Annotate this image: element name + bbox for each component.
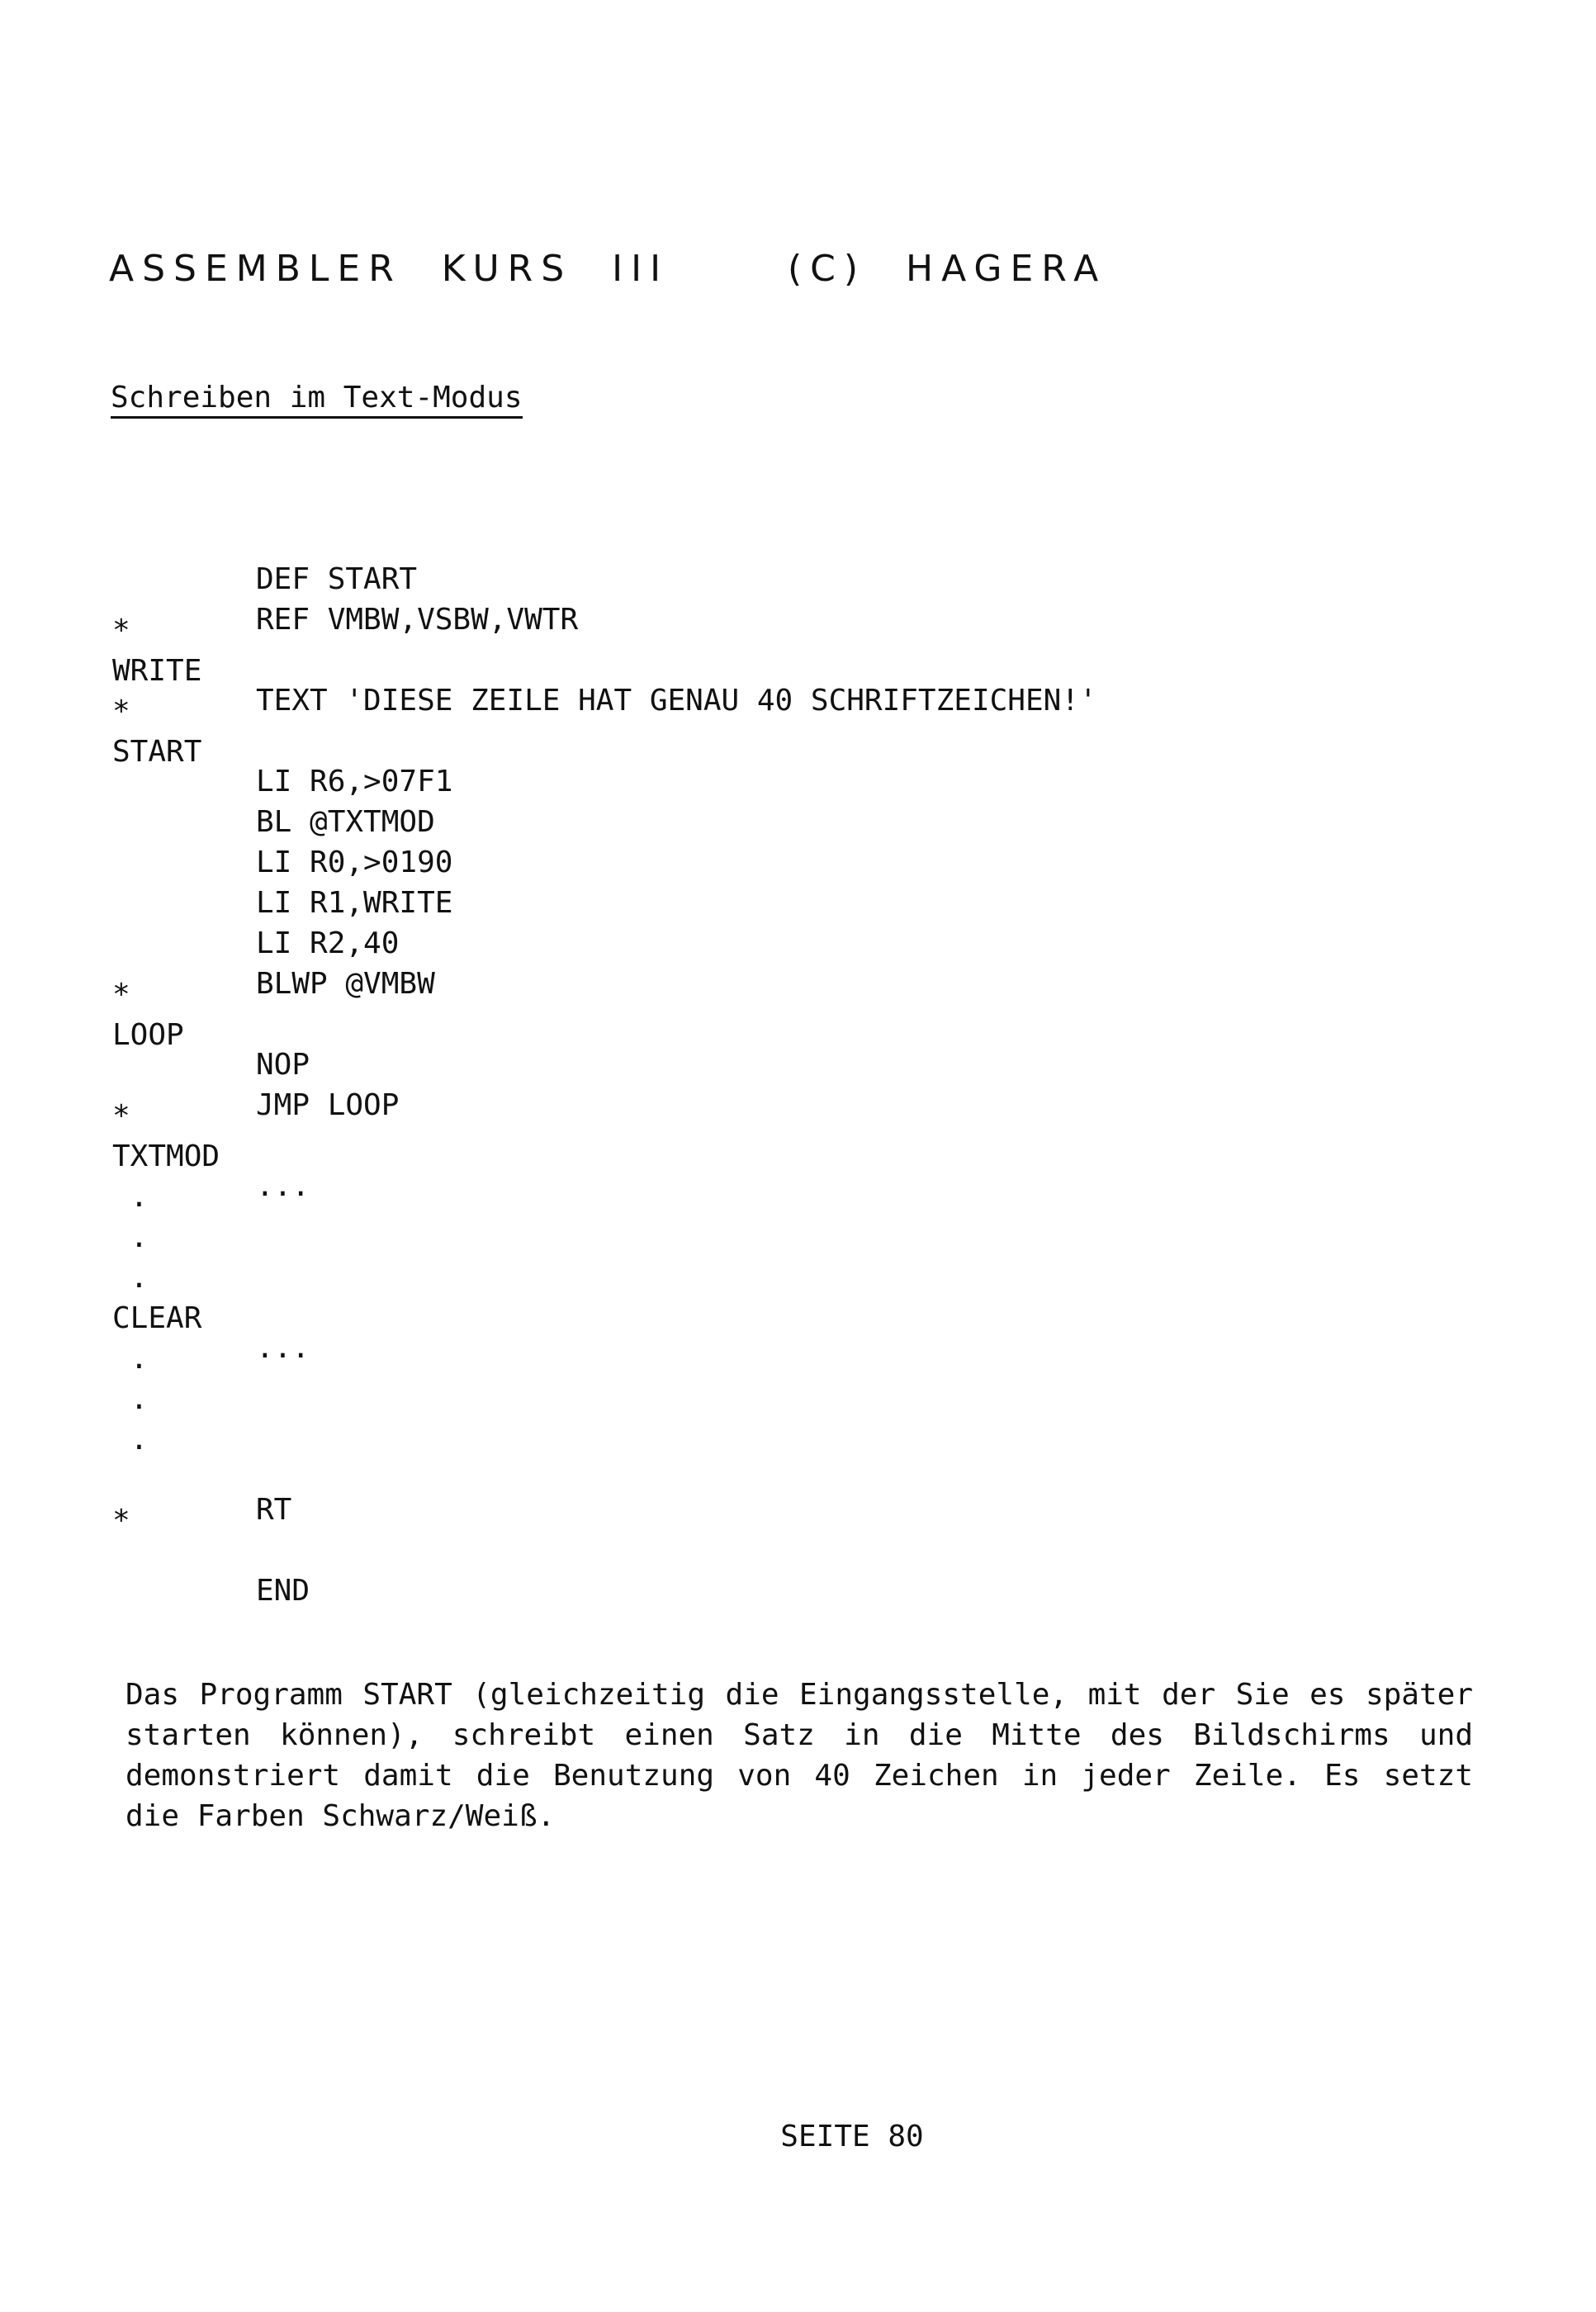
code-instruction: LI R2,40 [256, 926, 400, 960]
page-number: SEITE 80 [780, 2120, 924, 2153]
code-instruction: LI R0,>0190 [256, 846, 453, 879]
code-instruction: REF VMBW,VSBW,VWTR [256, 603, 579, 637]
code-instruction: LI R1,WRITE [256, 886, 453, 920]
code-label: LOOP [112, 1018, 184, 1052]
code-instruction: ... [256, 1169, 310, 1203]
code-label: . [112, 1220, 149, 1254]
code-label: . [112, 1342, 149, 1376]
code-instruction: END [256, 1574, 310, 1608]
code-instruction: LI R6,>07F1 [256, 765, 453, 798]
code-label: START [112, 735, 202, 769]
code-instruction: BL @TXTMOD [256, 805, 435, 839]
code-instruction: TEXT 'DIESE ZEILE HAT GENAU 40 SCHRIFTZEICHEN!' [256, 684, 1097, 718]
code-label: . [112, 1423, 149, 1457]
code-instruction: NOP [256, 1048, 310, 1082]
code-label: * [112, 694, 130, 728]
body-paragraph: Das Programm START (gleichzeitig die Eingangsstelle, mit der Sie es später starten können), schreibt einen Satz in die Mitte des Bildschirms und demonstriert damit die Benutzung von 40 Zeichen in jeder Zeile. Es setzt die Farben Schwarz/Weiß. [126, 1678, 1473, 1833]
code-label: . [112, 1382, 149, 1416]
code-instruction: DEF START [256, 562, 418, 596]
code-label: * [112, 1504, 130, 1537]
code-label: . [112, 1261, 149, 1295]
code-line [0, 1517, 310, 1636]
code-label: WRITE [112, 654, 202, 688]
code-instruction: BLWP @VMBW [256, 967, 435, 1001]
code-label: . [112, 1180, 149, 1214]
code-label: * [112, 614, 130, 647]
code-instruction: JMP LOOP [256, 1088, 400, 1122]
code-label: * [112, 1099, 130, 1133]
code-label: * [112, 978, 130, 1012]
page-title: ASSEMBLER KURS III (C) HAGERA [109, 248, 1107, 290]
code-label: CLEAR [112, 1301, 202, 1335]
code-instruction: ... [256, 1331, 310, 1365]
code-instruction: RT [256, 1493, 292, 1527]
code-label: TXTMOD [112, 1139, 220, 1173]
section-heading: Schreiben im Text-Modus [111, 381, 523, 419]
